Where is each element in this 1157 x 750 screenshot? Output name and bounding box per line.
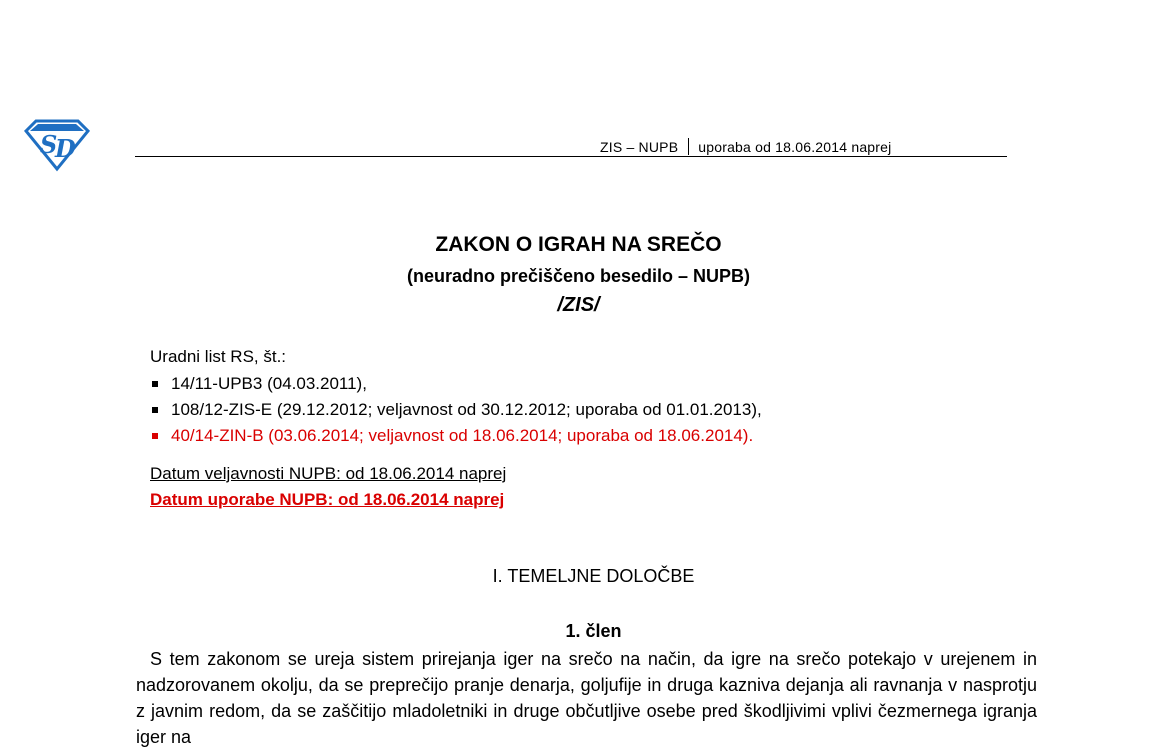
validity-dates	[150, 461, 506, 513]
article-body	[136, 646, 1037, 750]
list-item: 108/12-ZIS-E (29.12.2012; veljavnost od 30.12.2012; uporaba od 01.01.2013),	[150, 397, 762, 423]
section-heading: I. TEMELJNE DOLOČBE	[492, 566, 695, 586]
list-item: 14/11-UPB3 (04.03.2011),	[150, 371, 762, 397]
usage-date: Datum uporabe NUPB: od 18.06.2014 naprej	[150, 490, 505, 509]
header-rule	[135, 156, 1007, 157]
svg-text:D: D	[55, 134, 76, 163]
header-separator	[688, 138, 689, 155]
gazette-label: Uradni list RS, št.:	[150, 347, 287, 366]
bullet-icon	[152, 381, 158, 387]
usage-note: uporaba od 18.06.2014 naprej	[698, 139, 892, 155]
bullet-icon	[152, 407, 158, 413]
gazette-references	[150, 347, 762, 449]
sd-shield-logo-icon	[22, 117, 92, 173]
page-header	[600, 138, 891, 155]
amendment-list	[150, 371, 762, 449]
article-title: 1. člen	[565, 621, 622, 641]
svg-text:S: S	[40, 130, 58, 159]
document-code: ZIS – NUPB	[600, 139, 679, 155]
article-paragraph: S tem zakonom se ureja sistem prirejanja iger na srečo na način, da igre na srečo potekajo v urejenem in nadzorovanem okolju, da se preprečijo pranje denarja, goljufije in druga kazniva dejanja ali ravnanja v nasprotju z javnim redom, da se zaščitijo mladoletniki in druge občutljive osebe pred škodljivimi vplivi čezmernega igranja iger na	[136, 649, 1037, 747]
bullet-icon	[152, 433, 158, 439]
document-title: ZAKON O IGRAH NA SREČO	[435, 233, 722, 256]
document-subtitle: (neuradno prečiščeno besedilo – NUPB)	[406, 266, 751, 286]
validity-date: Datum veljavnosti NUPB: od 18.06.2014 naprej	[150, 464, 507, 483]
document-abbreviation: /ZIS/	[557, 294, 600, 316]
list-item: 40/14-ZIN-B (03.06.2014; veljavnost od 18.06.2014; uporaba od 18.06.2014).	[150, 423, 762, 449]
